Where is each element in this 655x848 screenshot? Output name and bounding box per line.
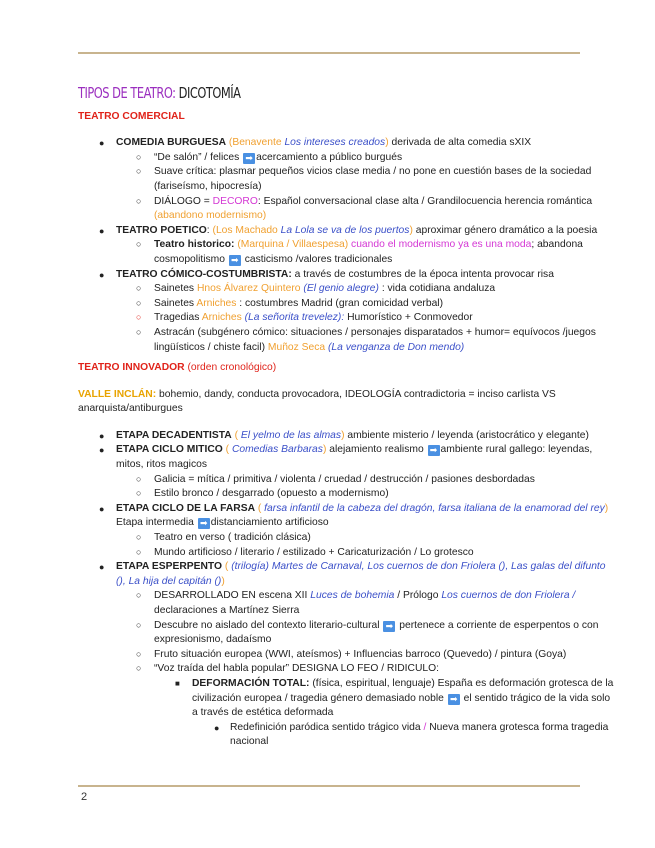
valle-inclan-paragraph: VALLE INCLÁN: bohemio, dandy, conducta provocadora, IDEOLOGÍA contradictoria = inciso carlista VS anarquista/antiburgues [78,388,556,415]
top-rule [78,52,580,54]
circle-bullet-icon: ○ [136,532,142,543]
arrow-right-icon: ➡ [383,621,395,632]
sub-item: ○ Sainetes Arniches : costumbres Madrid (gran comicidad verbal) [136,297,444,309]
circle-bullet-icon: ○ [136,648,142,659]
arrow-right-icon: ➡ [198,518,210,529]
circle-bullet-icon: ○ [136,166,142,177]
sub-item: ○ Astracán (subgénero cómico: situaciones / personajes disparatados + humor= equívocos /juegos lingüísticos / chiste facil) Muñoz Seca (La venganza de Don mendo) [136,326,596,353]
sub-item-teatro-historico: ○ Teatro historico: (Marquina / Villaespesa) cuando el modernismo ya es una moda; abandona cosmopolitismo ➡ casticismo /valores tradicionales [136,239,583,265]
sub-item: ○ Suave crítica: plasmar pequeños vicios clase media / no pone en cuestión bases de la sociedad (fariseísmo, hipocresía) [136,166,592,192]
sub-item: ○ “De salón” / felices ➡ acercamiento a público burgués [136,151,403,163]
list-item-comedia-burguesa: ● COMEDIA BURGUESA (Benavente Los intereses creados) derivada de alta comedia sXIX [78,136,618,151]
circle-bullet-icon: ○ [136,297,142,308]
circle-bullet-icon: ○ [136,590,142,601]
sub-item: ○ Fruto situación europea (WWI, ateísmos) + Influencias barroco (Quevedo) / pintura (Goya) [136,648,567,660]
circle-bullet-icon: ○ [136,283,142,294]
arrow-right-icon: ➡ [229,255,241,266]
sub-sub-sub-item-redefinicion: ● Redefinición paródica sentido trágico vida / Nueva manera grotesca forma tragedia nacional [214,721,609,748]
bullet-icon: ● [99,138,105,149]
page-number: 2 [81,791,88,803]
section-heading-innovador: TEATRO INNOVADOR (orden cronológico) [78,362,277,374]
sub-item: ○ Sainetes Hnos Álvarez Quintero (El genio alegre) : vida cotidiana andaluza [136,283,496,295]
bullet-icon: ● [99,503,105,514]
sub-item: ○ Descubre no aislado del contexto literario-cultural ➡ pertenece a corriente de esperpentos o con expresionismo, dadaísmo [136,619,599,646]
bullet-icon: ● [214,722,220,733]
circle-bullet-icon: ○ [136,326,142,337]
page-title: TIPOS DE TEATRO: DICOTOMÍA [78,84,241,102]
circle-bullet-icon: ○ [136,546,142,557]
sub-sub-item-deformacion: ■ DEFORMACIÓN TOTAL: (física, espiritual, lenguaje) España es deformación grotesca de la civilización europea / tragedia género demasiado noble ➡ el sentido trágico de la vida solo a través de estética deformada [175,677,614,719]
square-bullet-icon: ■ [175,678,180,688]
sub-item: ○ Galicia = mítica / primitiva / violenta / cruedad / destrucción / pasiones desbordadas [136,473,535,485]
bullet-icon: ● [99,225,105,236]
bullet-icon: ● [99,269,105,280]
list-item-etapa-mitico: ● ETAPA CICLO MITICO ( Comedias Barbaras) alejamiento realismo ➡ ambiente rural gallego: leyendas, mitos, ritos magicos [99,444,593,471]
section-heading-comercial: TEATRO COMERCIAL [78,110,185,122]
bottom-rule [78,785,580,787]
list-item-etapa-decadentista: ● ETAPA DECADENTISTA ( El yelmo de las almas) ambiente misterio / leyenda (aristocrático y elegante) [78,429,618,444]
sub-item: ○ Teatro en verso ( tradición clásica) [136,532,311,544]
sub-item: ○ DIÁLOGO = DECORO: Español conversacional clase alta / Grandilocuencia herencia romántica (abandono modernismo) [136,195,593,222]
arrow-right-icon: ➡ [243,153,255,164]
list-item-teatro-comico: ● TEATRO CÓMICO-COSTUMBRISTA: a través de costumbres de la época intenta provocar risa [78,268,618,283]
circle-bullet-icon: ○ [136,312,142,323]
circle-bullet-icon: ○ [136,151,142,162]
circle-bullet-icon: ○ [136,473,142,484]
bullet-icon: ● [99,562,105,573]
arrow-right-icon: ➡ [448,694,460,705]
list-item-etapa-esperpento: ● ETAPA ESPERPENTO ( (trilogía) Martes de Carnaval, Los cuernos de don Friolera (), Las galas del difunto (), La hija del capitán ()) [99,561,606,587]
bullet-icon: ● [99,445,105,456]
circle-bullet-icon: ○ [136,195,142,206]
circle-bullet-icon: ○ [136,663,142,674]
content [78,86,618,750]
circle-bullet-icon: ○ [136,488,142,499]
sub-item: ○ Tragedias Arniches (La señorita trevelez): Humorístico + Conmovedor [136,312,473,324]
circle-bullet-icon: ○ [136,239,142,250]
list-item-etapa-farsa: ● ETAPA CICLO DE LA FARSA ( farsa infantil de la cabeza del dragón, farsa italiana de la enamorad del rey) Etapa intermedia ➡ distanciamiento artificioso [99,502,609,529]
circle-bullet-icon: ○ [136,619,142,630]
list-item-teatro-poetico: ● TEATRO POETICO: (Los Machado La Lola se va de los puertos) aproximar género dramático a la poesia [78,224,618,239]
sub-item: ○ “Voz traída del habla popular” DESIGNA LO FEO / RIDICULO: [136,663,439,675]
sub-item: ○ DESARROLLADO EN escena XII Luces de bohemia / Prólogo Los cuernos de don Friolera / declaraciones a Martínez Sierra [136,590,576,616]
bullet-icon: ● [99,430,105,441]
sub-item: ○ Mundo artificioso / literario / estilizado + Caricaturización / Lo grotesco [136,546,474,558]
sub-item: ○ Estilo bronco / desgarrado (opuesto a modernismo) [136,488,389,500]
arrow-right-icon: ➡ [428,445,440,456]
